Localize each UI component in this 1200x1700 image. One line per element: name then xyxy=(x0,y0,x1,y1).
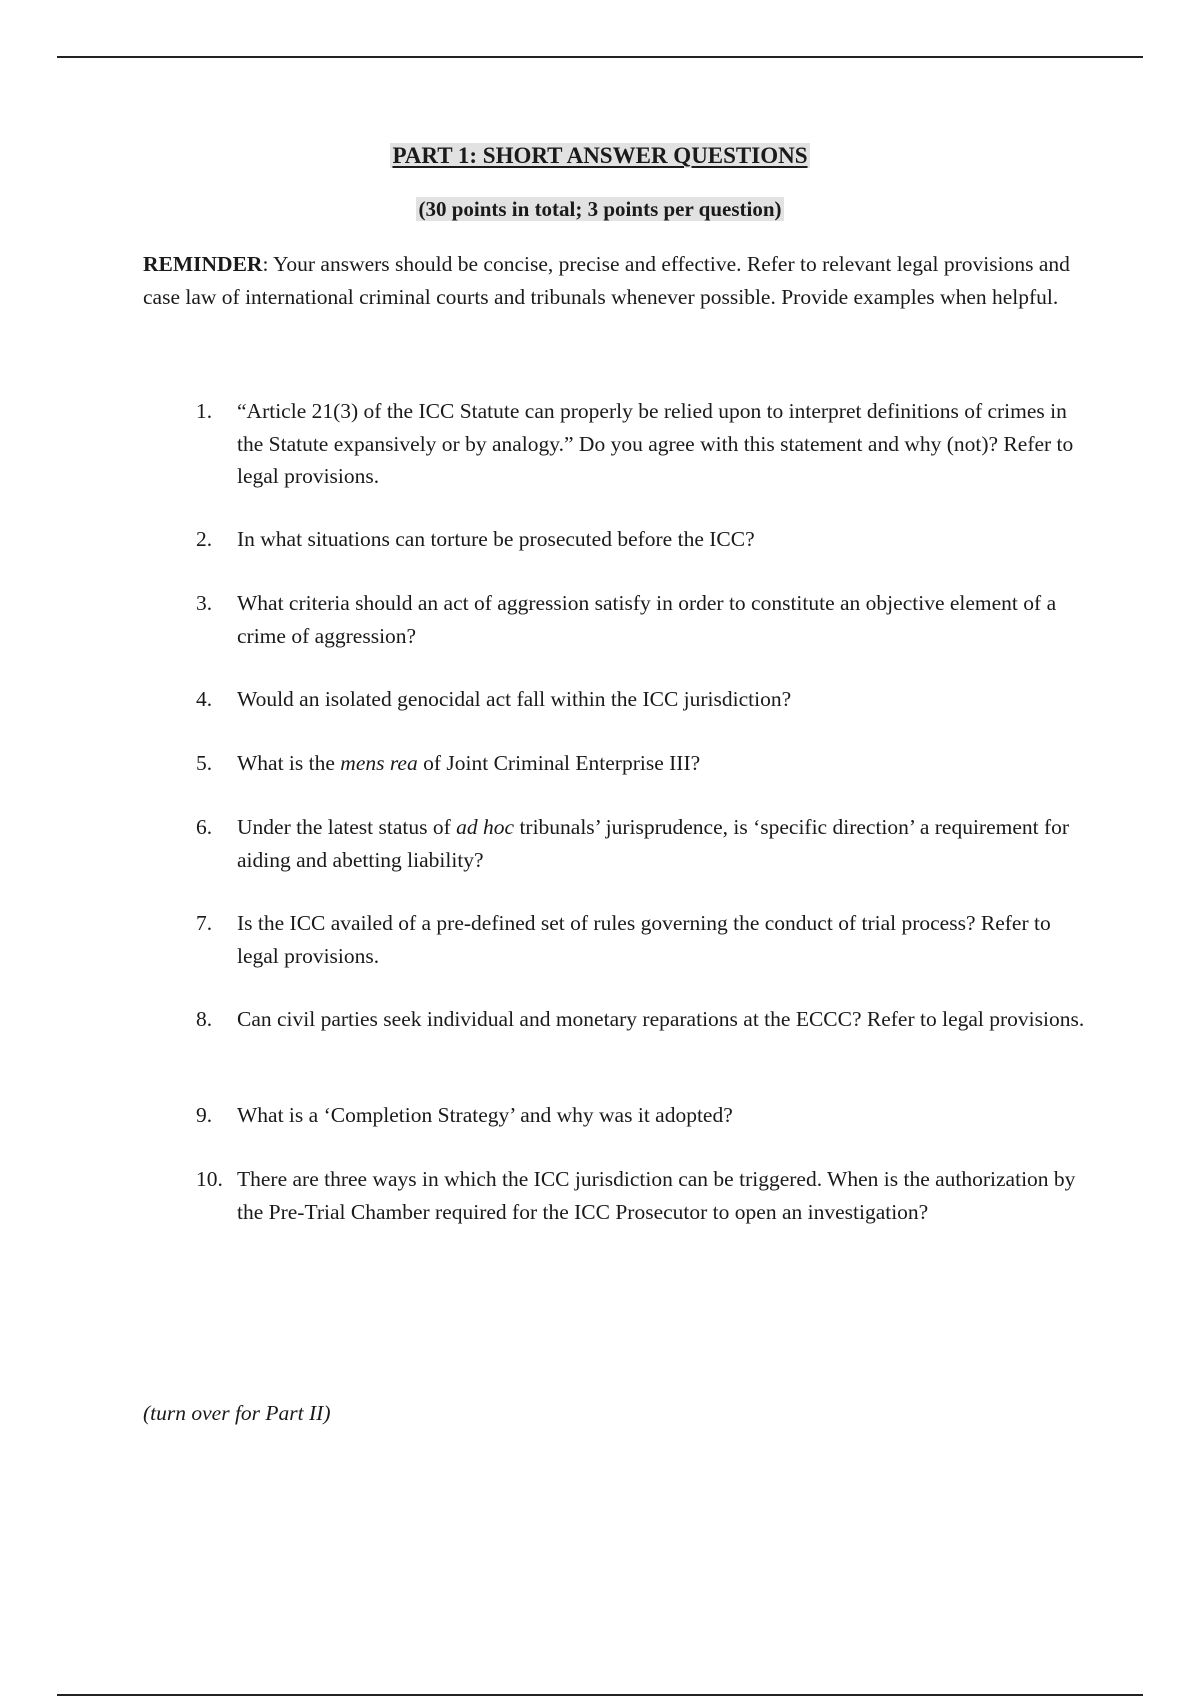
question-text: What criteria should an act of aggression satisfy in order to constitute an objective element of a crime of aggression? xyxy=(237,591,1057,648)
question-number: 6. xyxy=(196,815,213,839)
question-number: 2. xyxy=(196,527,213,551)
question-text: Would an isolated genocidal act fall within the ICC jurisdiction? xyxy=(237,687,792,711)
question-text: What is a ‘Completion Strategy’ and why was it adopted? xyxy=(237,1103,733,1127)
question-number: 3. xyxy=(196,591,213,615)
question-text: Under the latest status of ad hoc tribunals’ jurisprudence, is ‘specific direction’ a requirement for aiding and abetting liability? xyxy=(237,815,1070,872)
question-number: 10. xyxy=(196,1167,223,1191)
question-text: What is the mens rea of Joint Criminal Enterprise III? xyxy=(237,751,701,775)
question-text: There are three ways in which the ICC jurisdiction can be triggered. When is the authorization by the Pre-Trial Chamber required for the ICC Prosecutor to open an investigation? xyxy=(237,1167,1076,1224)
emphasis: ad hoc xyxy=(456,815,515,839)
question-text: Is the ICC availed of a pre-defined set of rules governing the conduct of trial process? Refer to legal provisions. xyxy=(237,911,1051,968)
question-number: 8. xyxy=(196,1007,213,1031)
question-number: 4. xyxy=(196,687,213,711)
page-title: PART 1: SHORT ANSWER QUESTIONS xyxy=(392,143,808,168)
turn-over-note: (turn over for Part II) xyxy=(143,1401,331,1425)
question-number: 5. xyxy=(196,751,213,775)
bottom-rule xyxy=(57,1694,1143,1696)
emphasis: mens rea xyxy=(340,751,418,775)
question-text: Can civil parties seek individual and monetary reparations at the ECCC? Refer to legal provisions. xyxy=(237,1007,1085,1031)
question-text: In what situations can torture be prosecuted before the ICC? xyxy=(237,527,755,551)
top-rule xyxy=(57,56,1143,58)
reminder-label: REMINDER xyxy=(143,252,263,276)
question-text: “Article 21(3) of the ICC Statute can properly be relied upon to interpret definitions of crimes in the Statute expansively or by analogy.” Do you agree with this statement and why (not)? Refer to legal provisions. xyxy=(237,399,1074,488)
points-subtitle: (30 points in total; 3 points per question) xyxy=(418,197,782,221)
reminder-paragraph xyxy=(143,248,1088,313)
question-number: 9. xyxy=(196,1103,213,1127)
question-number: 1. xyxy=(196,399,213,423)
question-number: 7. xyxy=(196,911,213,935)
reminder-text: : Your answers should be concise, precise and effective. Refer to relevant legal provisions and case law of international criminal courts and tribunals whenever possible. Provide examples when helpful. xyxy=(143,252,1070,309)
